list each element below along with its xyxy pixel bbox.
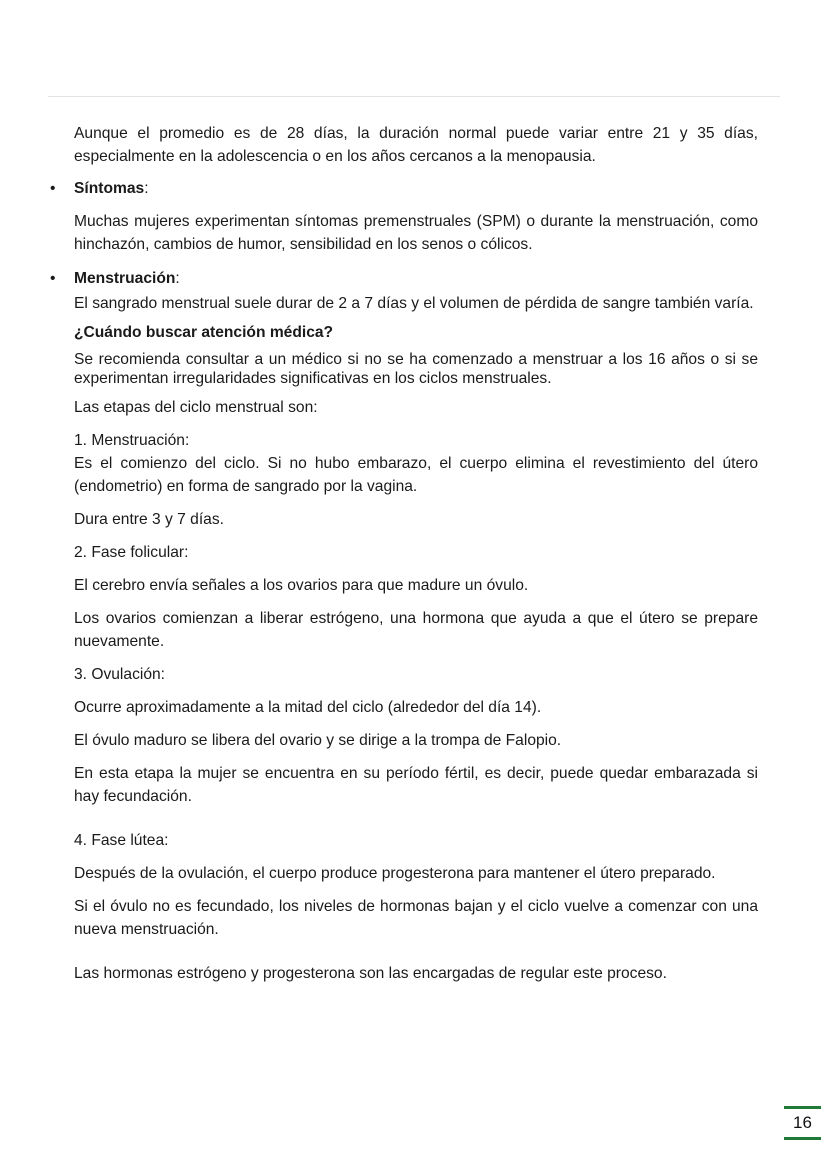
sintomas-title: Síntomas (74, 180, 145, 197)
menstruacion-colon: : (175, 270, 180, 287)
menstruacion-title: Menstruación (74, 270, 176, 287)
sintomas-colon: : (144, 180, 149, 197)
stage-3-paragraph-1: Ocurre aproximadamente a la mitad del ciclo (alrededor del día 14). (74, 699, 542, 716)
stage-1-title: 1. Menstruación: (74, 432, 190, 449)
menstruacion-paragraph: El sangrado menstrual suele durar de 2 a 7 días y el volumen de pérdida de sangre también varía. (74, 295, 754, 312)
header-divider (48, 96, 780, 97)
stage-3-paragraph-2: El óvulo maduro se libera del ovario y se dirige a la trompa de Falopio. (74, 732, 562, 749)
sintomas-paragraph: Muchas mujeres experimentan síntomas premenstruales (SPM) o durante la menstruación, como hinchazón, cambios de humor, sensibilidad en los senos o cólicos. (74, 213, 758, 253)
stage-4-title: 4. Fase lútea: (74, 832, 169, 849)
atencion-paragraph: Se recomienda consultar a un médico si no se ha comenzado a menstruar a los 16 años o si se experimentan irregularidades significativas en los ciclos menstruales. (74, 351, 758, 387)
sintomas-heading (74, 177, 758, 200)
bullet-dot: • (50, 270, 56, 287)
closing-paragraph: Las hormonas estrógeno y progesterona son las encargadas de regular este proceso. (74, 965, 667, 982)
stage-3-paragraph-3: En esta etapa la mujer se encuentra en su período fértil, es decir, puede quedar embarazada si hay fecundación. (74, 765, 758, 805)
atencion-heading: ¿Cuándo buscar atención médica? (74, 324, 334, 341)
document-body (50, 122, 758, 985)
bullet-dot: • (50, 180, 56, 197)
stage-2-paragraph-1: El cerebro envía señales a los ovarios para que madure un óvulo. (74, 577, 529, 594)
stage-2-title: 2. Fase folicular: (74, 544, 189, 561)
etapas-intro: Las etapas del ciclo menstrual son: (74, 399, 318, 416)
bullet-sintomas (50, 177, 758, 200)
intro-paragraph: Aunque el promedio es de 28 días, la duración normal puede variar entre 21 y 35 días, especialmente en la adolescencia o en los años cercanos a la menopausia. (74, 125, 758, 165)
stage-1-paragraph: Es el comienzo del ciclo. Si no hubo embarazo, el cuerpo elimina el revestimiento del útero (endometrio) en forma de sangrado por la vagina. (74, 455, 758, 495)
bullet-menstruacion (50, 267, 758, 290)
page-number: 16 (784, 1106, 821, 1140)
stage-3-title: 3. Ovulación: (74, 666, 166, 683)
stage-4-paragraph-1: Después de la ovulación, el cuerpo produce progesterona para mantener el útero preparado. (74, 865, 716, 882)
stage-2-paragraph-2: Los ovarios comienzan a liberar estrógeno, una hormona que ayuda a que el útero se prepare nuevamente. (74, 610, 758, 650)
stage-1-duration: Dura entre 3 y 7 días. (74, 511, 224, 528)
menstruacion-heading (74, 267, 758, 290)
stage-4-paragraph-2: Si el óvulo no es fecundado, los niveles de hormonas bajan y el ciclo vuelve a comenzar con una nueva menstruación. (74, 898, 758, 938)
